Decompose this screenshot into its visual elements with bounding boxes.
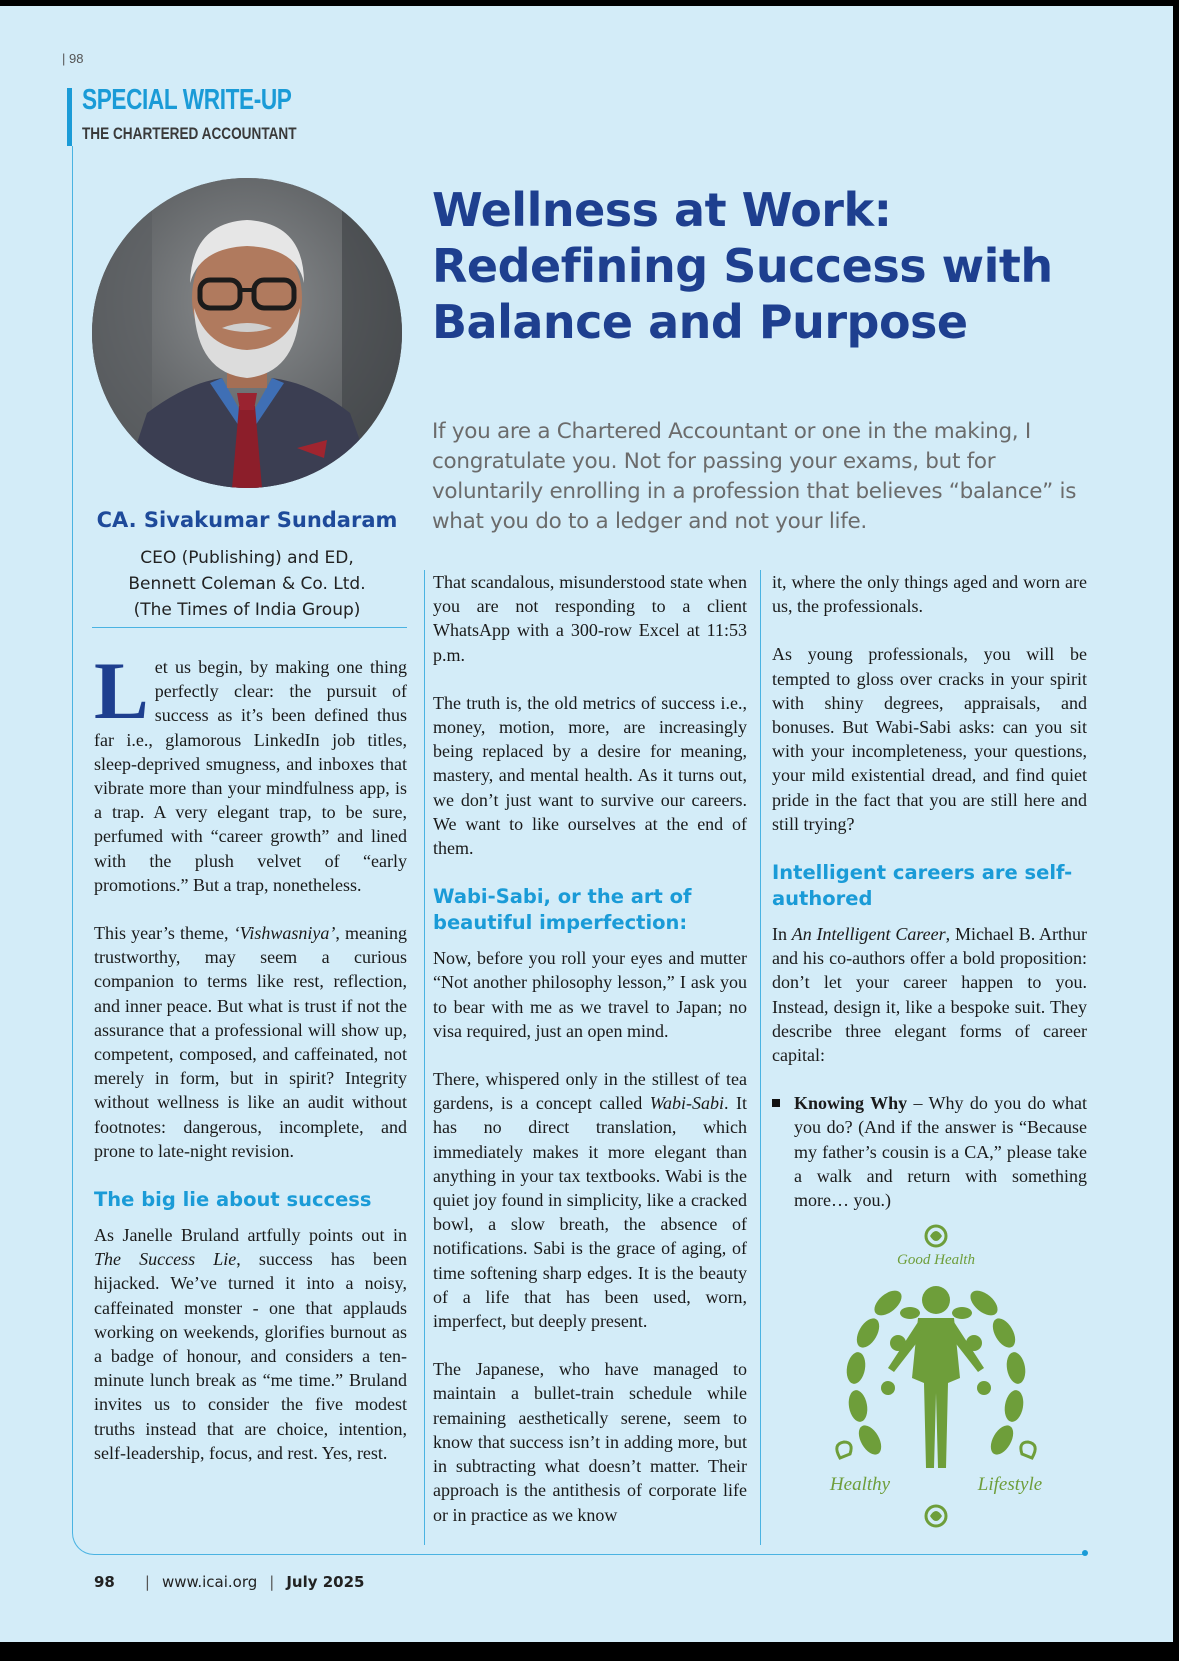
author-name: CA. Sivakumar Sundaram [96, 508, 398, 532]
drop-cap: L [94, 645, 149, 736]
section-subtitle: THE CHARTERED ACCOUNTANT [82, 124, 297, 143]
author-role-line: Bennett Coleman & Co. Ltd. [128, 574, 366, 594]
paragraph-text: et us begin, by making one thing perfectly clear: the pursuit of success as it’s been defined thus far i.e., glamorous LinkedIn job titles, sleep-deprived smugness, and inboxes that vibrate more than your mindfulness app, is a trap. A very elegant trap, to be sure, perfumed with “career growth” and lined with the plush velvet of “early promotions.” But a trap, nonetheless. [94, 657, 407, 895]
footer-url[interactable]: www.icai.org [161, 1573, 258, 1591]
section-title: SPECIAL WRITE-UP [82, 84, 292, 116]
bullet-square-icon [772, 1099, 780, 1107]
emphasis: ‘Vishwasniya’ [233, 923, 336, 944]
illustration-top-text: Good Health [897, 1252, 975, 1268]
illustration-right-text: Lifestyle [977, 1474, 1043, 1495]
paragraph: it, where the only things aged and worn are us, the professionals. [772, 572, 1087, 617]
paragraph: The Japanese, who have managed to maintain a bullet-train schedule while remaining aesthetically serene, seem to know that success isn’t in adding more, but in subtracting what doesn’t matter. Their approach is the antithesis of corporate life or in practice as we know [433, 1359, 747, 1525]
footer-date: July 2025 [286, 1573, 365, 1591]
section-accent-bar [67, 88, 72, 146]
paragraph: As young professionals, you will be tempted to gloss over cracks in your spirit with shiny degrees, appraisals, and bonuses. But Wabi-Sabi asks: can you sit with your incompleteness, your questions, your mild existential dread, and find quiet pride in the fact that you are still here and still trying? [772, 644, 1087, 834]
paragraph-text: There, whispered only in the stillest of tea gardens, is a concept called [433, 1069, 747, 1114]
book-title: The Success Lie [94, 1249, 237, 1270]
bullet-term: Knowing Why [794, 1093, 908, 1114]
author-portrait [92, 178, 402, 488]
column-3 [772, 570, 1087, 1212]
paragraph: That scandalous, misunderstood state when you are not responding to a client WhatsApp with a 300-row Excel at 11:53 p.m. [433, 572, 747, 665]
bullet-text [794, 1091, 1087, 1212]
subheading: Intelligent careers are self-authored [772, 861, 1073, 911]
paragraph-text: This year’s theme, [94, 923, 234, 944]
paragraph [94, 645, 407, 897]
author-role-line: CEO (Publishing) and ED, [140, 548, 354, 568]
bullet-description: – Why do you do what you do? (And if the answer is “Because my father’s cousin is a CA,” please take a walk and return with something more… you.) [794, 1093, 1087, 1211]
subheading: The big lie about success [94, 1188, 372, 1212]
author-role-line: (The Times of India Group) [133, 600, 361, 620]
footer-separator: | [269, 1573, 275, 1591]
paragraph [94, 921, 407, 1163]
paragraph-text: As Janelle Bruland artfully points out in [94, 1225, 407, 1246]
frame-end-dot [1082, 1550, 1088, 1556]
paragraph-text: , Michael B. Arthur and his co-authors offer a bold proposition: don’t let your career happen to you. Instead, design it, like a bespoke suit. They describe three elegant forms of career capital: [772, 924, 1087, 1066]
right-edge [1173, 0, 1179, 1661]
footer-page-number: 98 [94, 1573, 115, 1591]
paragraph: Now, before you roll your eyes and mutter “Not another philosophy lesson,” I ask you to bear with me as we travel to Japan; no visa required, just an open mind. [433, 948, 747, 1041]
top-edge [0, 0, 1179, 6]
book-title: An Intelligent Career [791, 924, 946, 945]
bullet-item [772, 1091, 1087, 1212]
healthy-lifestyle-illustration [818, 1218, 1054, 1538]
column-divider [760, 570, 761, 1545]
emphasis: Wabi-Sabi [649, 1093, 725, 1114]
paragraph-text: In [772, 924, 792, 945]
column-divider [424, 570, 425, 1545]
paragraph-text: . It has no direct translation, which immediately makes it more elegant than anything in your tax textbooks. Wabi is the quiet joy found in simplicity, like a cracked bowl, a slow breath, the absence of notifications. Sabi is the grace of aging, of time softening sharp edges. It is the beauty of a life that has been used, worn, imperfect, but deeply present. [433, 1093, 747, 1332]
article-intro: If you are a Chartered Accountant or one in the making, I congratulate you. Not for passing your exams, but for voluntarily enrolling in a profession that believes “balance” is what you do to a ledger and not your life. [432, 419, 1077, 534]
author-role [72, 545, 422, 623]
author-divider [92, 627, 407, 628]
bottom-edge [0, 1642, 1179, 1661]
paragraph-text: , success has been hijacked. We’ve turned it into a noisy, caffeinated monster - one that applauds working on weekends, glorifies burnout as a badge of honour, and considers a ten-minute lunch break as “me time.” Bruland invites us to consider the five modest truths instead that are choice, intention, self-leadership, focus, and rest. Yes, rest. [94, 1249, 407, 1463]
paragraph [94, 1223, 407, 1465]
paragraph [772, 922, 1087, 1067]
subheading: Wabi-Sabi, or the art of beautiful imperfection: [433, 885, 692, 935]
article-title: Wellness at Work: Redefining Success with Balance and Purpose [432, 183, 1053, 349]
column-1 [94, 645, 407, 1489]
paragraph-text: , meaning trustworthy, may seem a curious companion to terms like rest, reflection, and inner peace. But what is trust if not the assurance that a professional will show up, competent, composed, and caffeinated, not merely in form, but in spirit? Integrity without wellness is like an audit without footnotes: dangerous, incomplete, and prone to late-night revision. [94, 923, 407, 1161]
page-footer [94, 1573, 365, 1591]
page-number-top: | 98 [62, 51, 84, 66]
illustration-left-text: Healthy [829, 1474, 891, 1495]
paragraph [433, 1067, 747, 1333]
paragraph: The truth is, the old metrics of success i.e., money, motion, more, are increasingly being replaced by a desire for meaning, mastery, and mental health. As it turns out, we don’t just want to survive our careers. We want to like ourselves at the end of them. [433, 692, 747, 859]
footer-separator: | [144, 1573, 150, 1591]
column-2 [433, 570, 747, 1551]
